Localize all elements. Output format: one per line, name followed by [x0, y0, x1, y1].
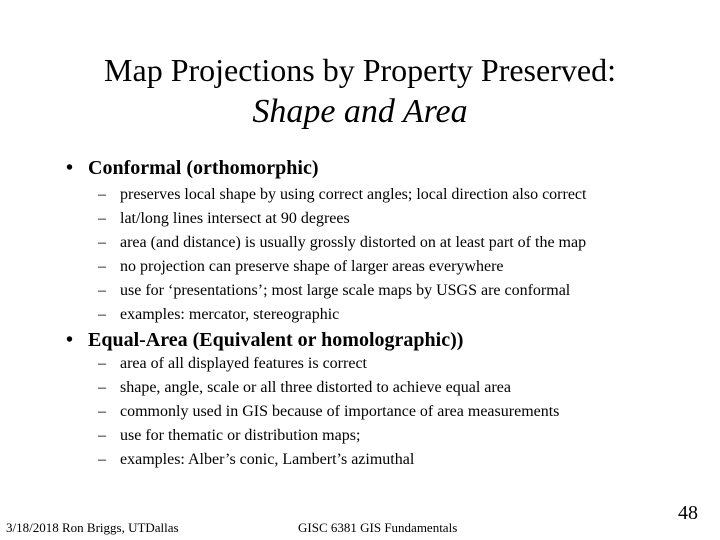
list-item: [98, 258, 504, 276]
list-item-text: no projection can preserve shape of larger areas everywhere: [120, 258, 504, 275]
list-item-text: examples: Alber’s conic, Lambert’s azimuthal: [120, 451, 415, 468]
list-item: [98, 186, 586, 204]
list-item-text: area (and distance) is usually grossly distorted on at least part of the map: [120, 234, 587, 251]
bullet-conformal: [66, 157, 319, 180]
list-item-text: shape, angle, scale or all three distorted to achieve equal area: [120, 379, 511, 396]
dash-marker: –: [98, 427, 106, 444]
dash-marker: –: [98, 451, 106, 468]
bullet-label: Equal-Area (Equivalent or homolographic)): [88, 329, 464, 351]
list-item: [98, 355, 367, 373]
dash-marker: –: [98, 234, 106, 251]
list-item-text: area of all displayed features is correct: [120, 355, 367, 372]
dash-marker: –: [98, 282, 106, 299]
bullet-equal-area: [66, 329, 463, 352]
dash-marker: –: [98, 258, 106, 275]
page-number: 48: [678, 502, 698, 524]
dash-marker: –: [98, 186, 106, 203]
list-item-text: use for ‘presentations’; most large scale maps by USGS are conformal: [120, 282, 571, 299]
dash-marker: –: [98, 210, 106, 227]
bullet-marker: •: [66, 329, 74, 351]
slide-title: [0, 50, 720, 134]
dash-marker: –: [98, 355, 106, 372]
list-item: [98, 234, 586, 252]
dash-marker: –: [98, 379, 106, 396]
list-item: [98, 282, 570, 300]
title-line-2: Shape and Area: [252, 93, 468, 130]
list-item-text: preserves local shape by using correct angles; local direction also correct: [120, 186, 587, 203]
list-item: [98, 379, 511, 397]
bullet-marker: •: [66, 157, 74, 179]
list-item-text: lat/long lines intersect at 90 degrees: [120, 210, 350, 227]
list-item-text: commonly used in GIS because of importance of area measurements: [120, 403, 560, 420]
list-item-text: examples: mercator, stereographic: [120, 306, 340, 323]
dash-marker: –: [98, 403, 106, 420]
list-item: [98, 306, 339, 324]
list-item: [98, 451, 414, 469]
bullet-label: Conformal (orthomorphic): [88, 157, 319, 179]
title-line-1: Map Projections by Property Preserved:: [104, 52, 616, 88]
footer-date-author: 3/18/2018 Ron Briggs, UTDallas: [6, 520, 179, 535]
list-item: [98, 427, 360, 445]
list-item: [98, 403, 559, 421]
dash-marker: –: [98, 306, 106, 323]
footer-course: GISC 6381 GIS Fundamentals: [298, 520, 458, 535]
list-item: [98, 210, 350, 228]
list-item-text: use for thematic or distribution maps;: [120, 427, 361, 444]
